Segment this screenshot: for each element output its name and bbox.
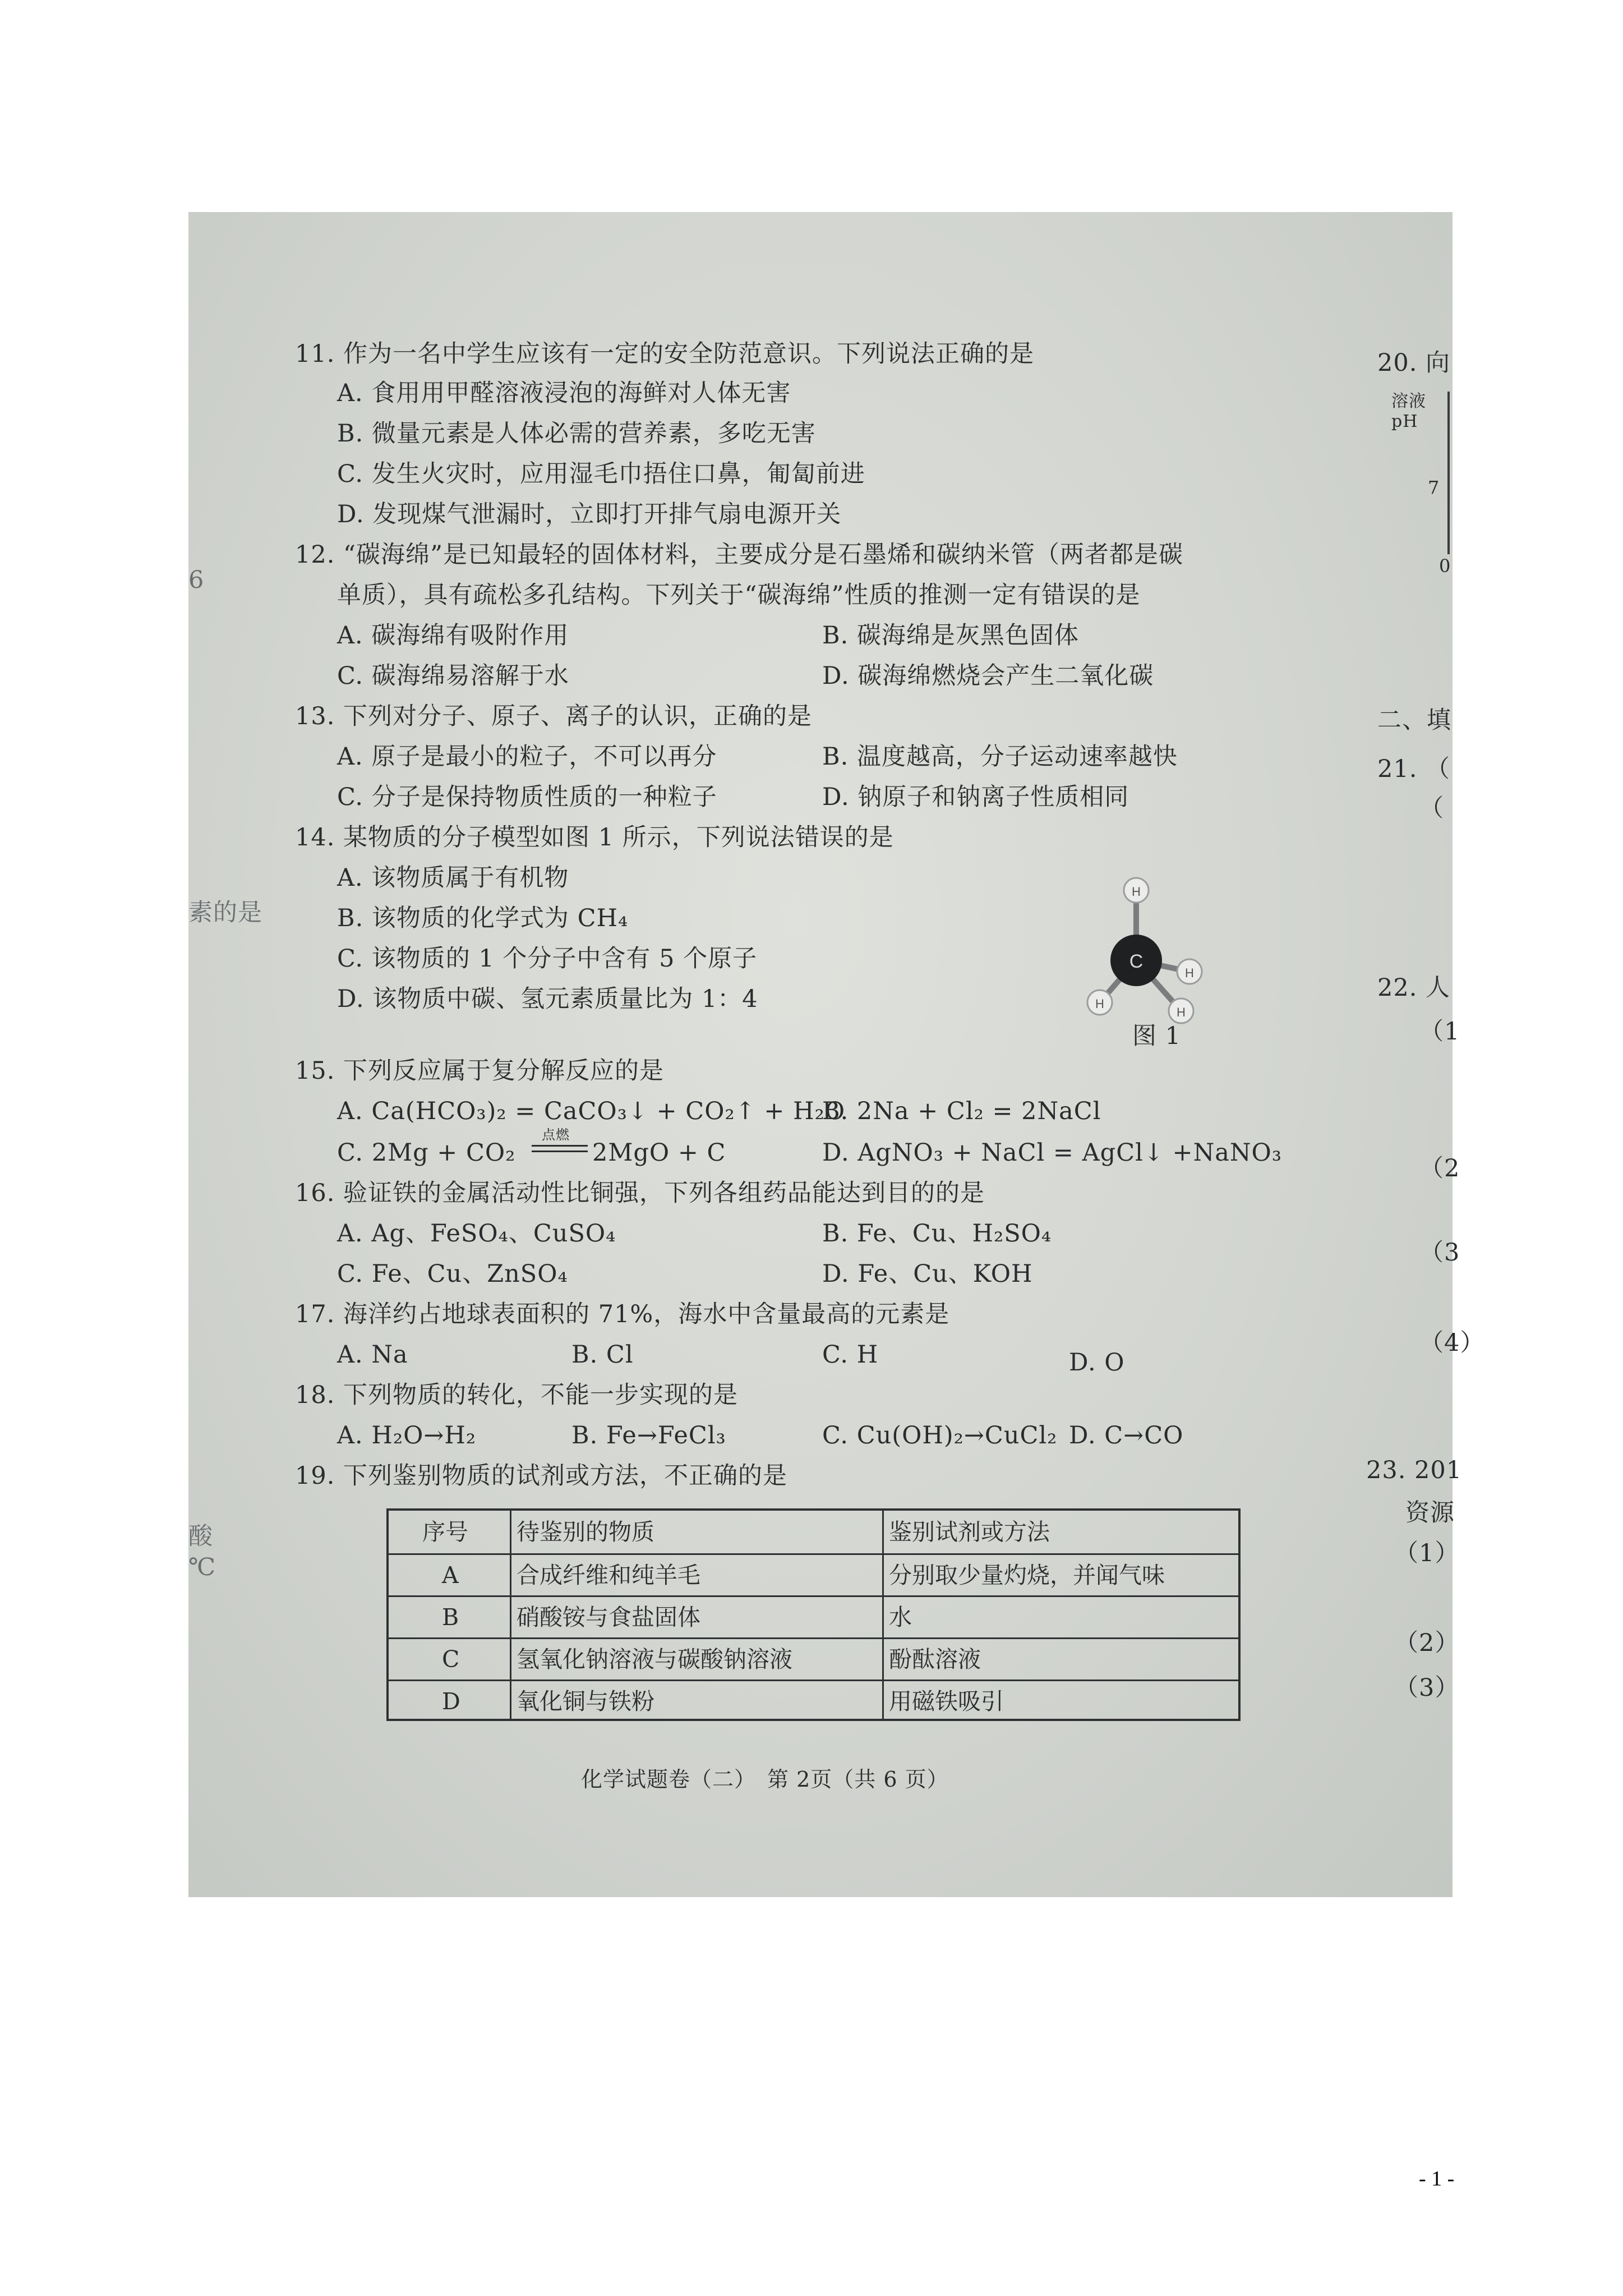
q13-option-c: C. 分子是保持物质性质的一种粒子 <box>337 783 717 811</box>
hydrogen-label: H <box>1095 997 1104 1011</box>
table-cell: 酚酞溶液 <box>889 1646 981 1673</box>
equals-line <box>532 1145 588 1147</box>
q17-option-c: C. H <box>822 1341 879 1369</box>
table-cell: 氢氧化钠溶液与碳酸钠溶液 <box>517 1646 792 1673</box>
right-fragment: 溶液 pH <box>1391 392 1426 431</box>
q18-option-c: C. Cu(OH)₂→CuCl₂ <box>822 1421 1058 1450</box>
q11-option-c: C. 发生火灾时，应用湿毛巾捂住口鼻，匍匐前进 <box>337 460 865 488</box>
right-fragment: （2 <box>1419 1154 1460 1182</box>
q16-option-d: D. Fe、Cu、KOH <box>822 1260 1033 1288</box>
table-header: 序号 <box>422 1519 468 1545</box>
left-fragment: 酸 <box>188 1522 213 1550</box>
right-fragment: （ <box>1419 794 1444 822</box>
right-fragment: 0 <box>1439 555 1451 577</box>
q13-option-b: B. 温度越高，分子运动速率越快 <box>822 743 1178 771</box>
left-fragment: 6 <box>188 566 205 594</box>
table-cell: D <box>442 1688 460 1715</box>
q15-option-c-right: 2MgO + C <box>592 1139 726 1167</box>
right-fragment: （4） <box>1419 1329 1485 1357</box>
left-fragment: 素的是 <box>188 899 262 927</box>
q13-option-a: A. 原子是最小的粒子，不可以再分 <box>337 743 717 771</box>
q14-option-c: C. 该物质的 1 个分子中含有 5 个原子 <box>337 945 758 973</box>
q18-option-b: B. Fe→FeCl₃ <box>571 1421 726 1450</box>
right-fragment: （1 <box>1419 1018 1460 1046</box>
right-fragment: 22. 人 <box>1377 974 1451 1002</box>
q12-option-b: B. 碳海绵是灰黑色固体 <box>822 622 1079 650</box>
table-cell: B <box>442 1604 459 1631</box>
q15-option-d: D. AgNO₃ + NaCl = AgCl↓ +NaNO₃ <box>822 1139 1282 1167</box>
right-fragment: 7 <box>1428 477 1440 498</box>
right-fragment: 二、填 <box>1377 706 1451 734</box>
equals-line <box>532 1151 588 1152</box>
q12-stem-line1: 12. “碳海绵”是已知最轻的固体材料，主要成分是石墨烯和碳纳米管（两者都是碳 <box>295 541 1184 569</box>
ph-axis <box>1447 392 1450 554</box>
table-cell: 分别取少量灼烧，并闻气味 <box>889 1562 1165 1589</box>
q14-option-d: D. 该物质中碳、氢元素质量比为 1：4 <box>337 985 758 1013</box>
exam-footer: 化学试题卷（二） 第 2页（共 6 页） <box>581 1767 949 1792</box>
table-cell: 水 <box>889 1604 912 1631</box>
q18-option-a: A. H₂O→H₂ <box>337 1421 477 1450</box>
table-header: 待鉴别的物质 <box>517 1519 654 1545</box>
q11-stem: 11. 作为一名中学生应该有一定的安全防范意识。下列说法正确的是 <box>295 340 1035 368</box>
q17-stem: 17. 海洋约占地球表面积的 71%，海水中含量最高的元素是 <box>295 1300 950 1328</box>
q17-option-a: A. Na <box>337 1341 408 1369</box>
left-fragment: ℃ <box>188 1553 216 1581</box>
table-cell: A <box>442 1562 459 1589</box>
page-number: - 1 - <box>1419 2167 1455 2191</box>
q12-option-d: D. 碳海绵燃烧会产生二氧化碳 <box>822 662 1154 690</box>
q14-stem: 14. 某物质的分子模型如图 1 所示，下列说法错误的是 <box>295 823 894 852</box>
methane-molecule-figure <box>1063 857 1248 1042</box>
q16-option-a: A. Ag、FeSO₄、CuSO₄ <box>337 1220 616 1248</box>
q13-stem: 13. 下列对分子、原子、离子的认识，正确的是 <box>295 702 813 730</box>
q14-option-b: B. 该物质的化学式为 CH₄ <box>337 904 629 932</box>
q16-option-c: C. Fe、Cu、ZnSO₄ <box>337 1260 568 1288</box>
q13-option-d: D. 钠原子和钠离子性质相同 <box>822 783 1129 811</box>
table-cell: 氧化铜与铁粉 <box>517 1688 654 1715</box>
hydrogen-label: H <box>1132 885 1141 899</box>
q15-option-b: B. 2Na + Cl₂ = 2NaCl <box>822 1097 1101 1125</box>
q15-condition: 点燃 <box>542 1127 570 1143</box>
q11-option-b: B. 微量元素是人体必需的营养素，多吃无害 <box>337 420 816 448</box>
table-cell: 合成纤维和纯羊毛 <box>517 1562 700 1589</box>
q11-option-a: A. 食用用甲醛溶液浸泡的海鲜对人体无害 <box>337 379 791 407</box>
q19-stem: 19. 下列鉴别物质的试剂或方法，不正确的是 <box>295 1462 788 1490</box>
q12-option-c: C. 碳海绵易溶解于水 <box>337 662 569 690</box>
table-cell: 用磁铁吸引 <box>889 1688 1004 1715</box>
right-fragment: 23. 201 <box>1366 1456 1463 1484</box>
q16-stem: 16. 验证铁的金属活动性比铜强，下列各组药品能达到目的的是 <box>295 1179 985 1207</box>
right-fragment: （1） <box>1394 1539 1460 1567</box>
exam-page-photo <box>188 212 1485 1897</box>
right-fragment: 21. （ <box>1377 755 1451 783</box>
table-header: 鉴别试剂或方法 <box>889 1519 1050 1545</box>
q16-option-b: B. Fe、Cu、H₂SO₄ <box>822 1220 1052 1248</box>
carbon-label: C <box>1129 951 1144 972</box>
q15-option-a: A. Ca(HCO₃)₂ = CaCO₃↓ + CO₂↑ + H₂O <box>337 1097 846 1125</box>
right-fragment: （2） <box>1394 1629 1460 1657</box>
hydrogen-label: H <box>1177 1005 1186 1019</box>
q18-stem: 18. 下列物质的转化，不能一步实现的是 <box>295 1381 739 1409</box>
q18-option-d: D. C→CO <box>1069 1421 1184 1450</box>
table-cell: C <box>442 1646 460 1673</box>
q11-option-d: D. 发现煤气泄漏时，立即打开排气扇电源开关 <box>337 500 842 528</box>
q12-option-a: A. 碳海绵有吸附作用 <box>337 622 569 650</box>
right-fragment: 20. 向 <box>1377 349 1451 377</box>
q12-stem-line2: 单质），具有疏松多孔结构。下列关于“碳海绵”性质的推测一定有错误的是 <box>337 581 1141 609</box>
hydrogen-label: H <box>1185 966 1194 980</box>
right-fragment: （3） <box>1394 1674 1460 1702</box>
q15-stem: 15. 下列反应属于复分解反应的是 <box>295 1057 665 1085</box>
q15-option-c-left: C. 2Mg + CO₂ <box>337 1139 516 1167</box>
figure-caption: 图 1 <box>1132 1022 1182 1050</box>
q17-option-b: B. Cl <box>571 1341 634 1369</box>
right-fragment: 资源 <box>1405 1499 1455 1527</box>
right-fragment: （3 <box>1419 1239 1460 1267</box>
q19-table <box>386 1508 1241 1721</box>
q17-option-d: D. O <box>1069 1349 1125 1377</box>
q14-option-a: A. 该物质属于有机物 <box>337 864 569 892</box>
table-cell: 硝酸铵与食盐固体 <box>517 1604 700 1631</box>
